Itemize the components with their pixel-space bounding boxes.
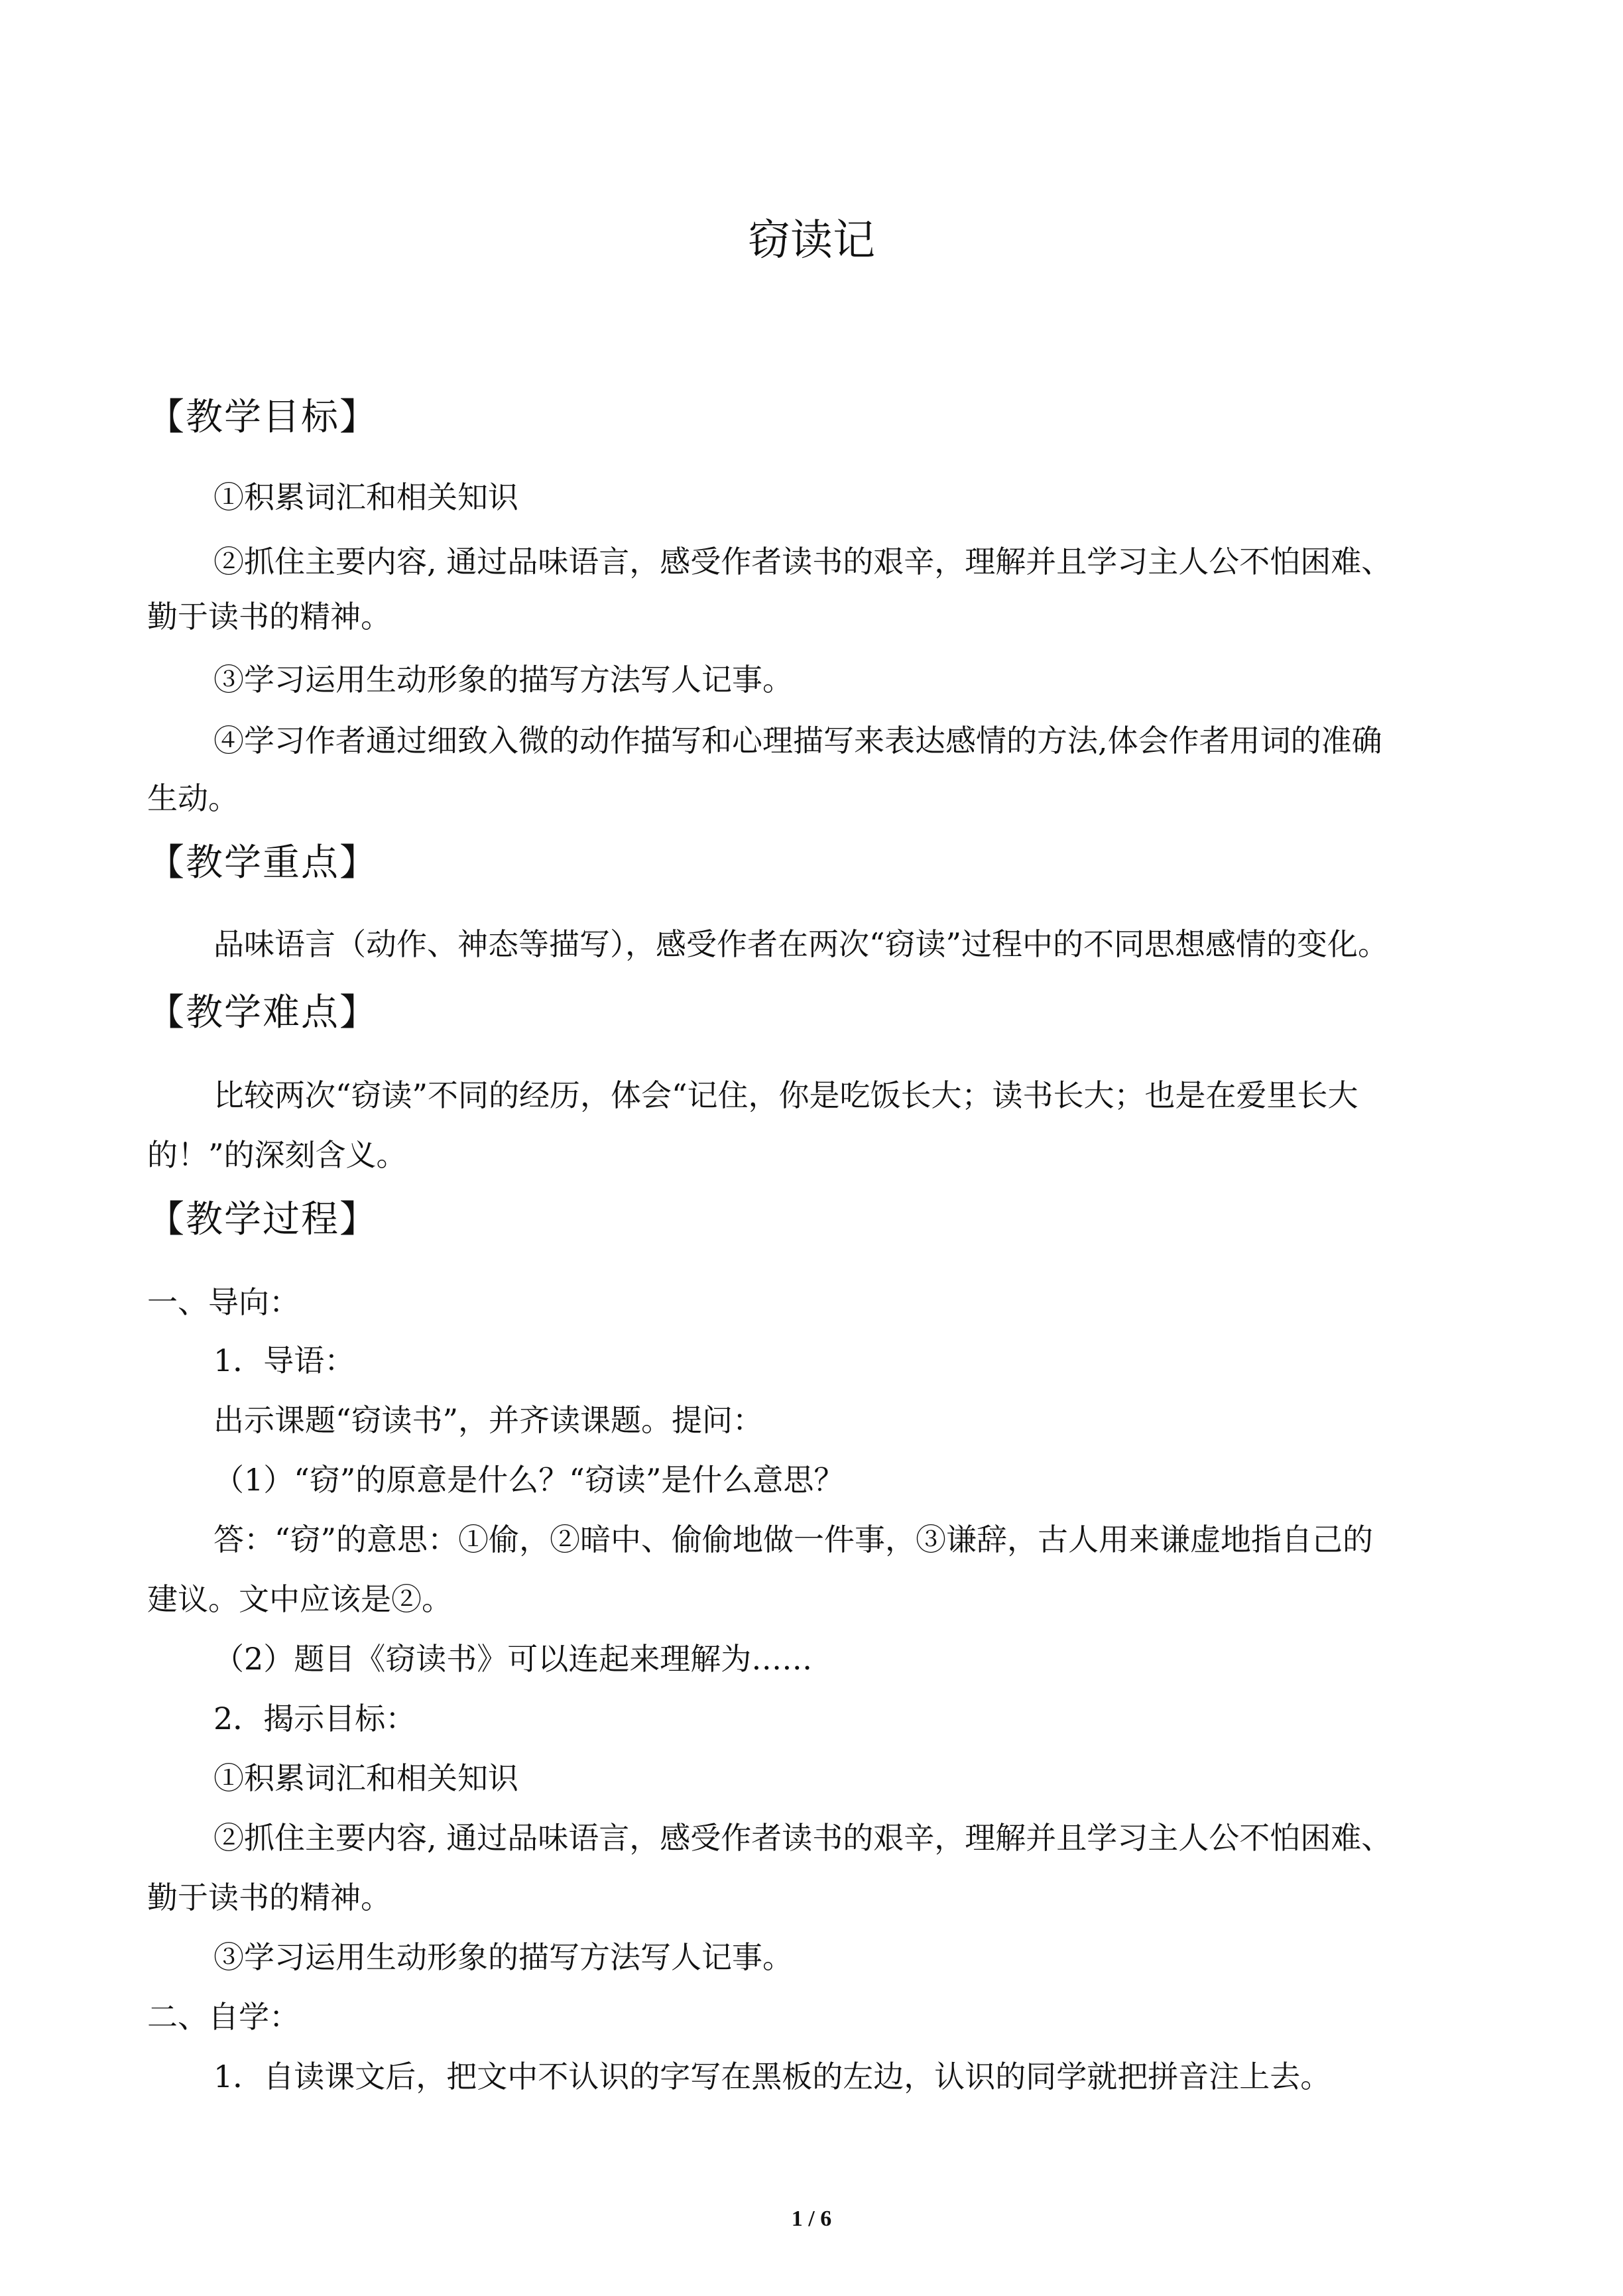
- goal-item: ②抓住主要内容, 通过品味语言，感受作者读书的艰辛，理解并且学习主人公不怕困难、: [213, 544, 1392, 579]
- section-heading-focus: 【教学重点】: [147, 841, 378, 884]
- goal-item-continuation: 勤于读书的精神。: [147, 599, 391, 634]
- process-step-heading: 二、自学：: [147, 1999, 300, 2035]
- difficulty-text-continuation: 的！”的深刻含义。: [147, 1137, 407, 1173]
- process-goal-item: ①积累词汇和相关知识: [213, 1760, 518, 1796]
- goal-item: ①积累词汇和相关知识: [213, 479, 518, 515]
- process-goal-item: ③学习运用生动形象的描写方法写人记事。: [213, 1939, 793, 1975]
- process-question: （2）题目《窃读书》可以连起来理解为……: [213, 1641, 813, 1677]
- process-substep: 1．导语：: [213, 1343, 355, 1378]
- process-goal-item-continuation: 勤于读书的精神。: [147, 1880, 391, 1915]
- process-question: （1）“窃”的原意是什么？“窃读”是什么意思？: [213, 1462, 845, 1498]
- difficulty-text: 比较两次“窃读”不同的经历，体会“记住，你是吃饭长大；读书长大；也是在爱里长大: [213, 1077, 1358, 1113]
- focus-text: 品味语言（动作、神态等描写），感受作者在两次“窃读”过程中的不同思想感情的变化。: [213, 926, 1389, 962]
- process-answer: 答：“窃”的意思：①偷，②暗中、偷偷地做一件事，③谦辞，古人用来谦虚地指自己的: [213, 1522, 1374, 1557]
- section-heading-goals: 【教学目标】: [147, 396, 378, 439]
- process-answer-continuation: 建议。文中应该是②。: [147, 1581, 452, 1617]
- goal-item-continuation: 生动。: [147, 780, 239, 816]
- process-step-heading: 一、导向：: [147, 1284, 300, 1320]
- process-text: 出示课题“窃读书”，并齐读课题。提问：: [213, 1402, 764, 1438]
- section-heading-difficulty: 【教学难点】: [147, 991, 378, 1034]
- goal-item: ④学习作者通过细致入微的动作描写和心理描写来表达感情的方法,体会作者用词的准确: [213, 723, 1382, 758]
- process-substep: 2．揭示目标：: [213, 1701, 416, 1736]
- document-title: 窃读记: [748, 216, 875, 265]
- goal-item: ③学习运用生动形象的描写方法写人记事。: [213, 662, 793, 697]
- process-substep: 1．自读课文后，把文中不认识的字写在黑板的左边，认识的同学就把拼音注上去。: [213, 2059, 1331, 2094]
- page-number: 1 / 6: [791, 2206, 832, 2231]
- section-heading-process: 【教学过程】: [147, 1198, 378, 1241]
- process-goal-item: ②抓住主要内容, 通过品味语言，感受作者读书的艰辛，理解并且学习主人公不怕困难、: [213, 1820, 1392, 1856]
